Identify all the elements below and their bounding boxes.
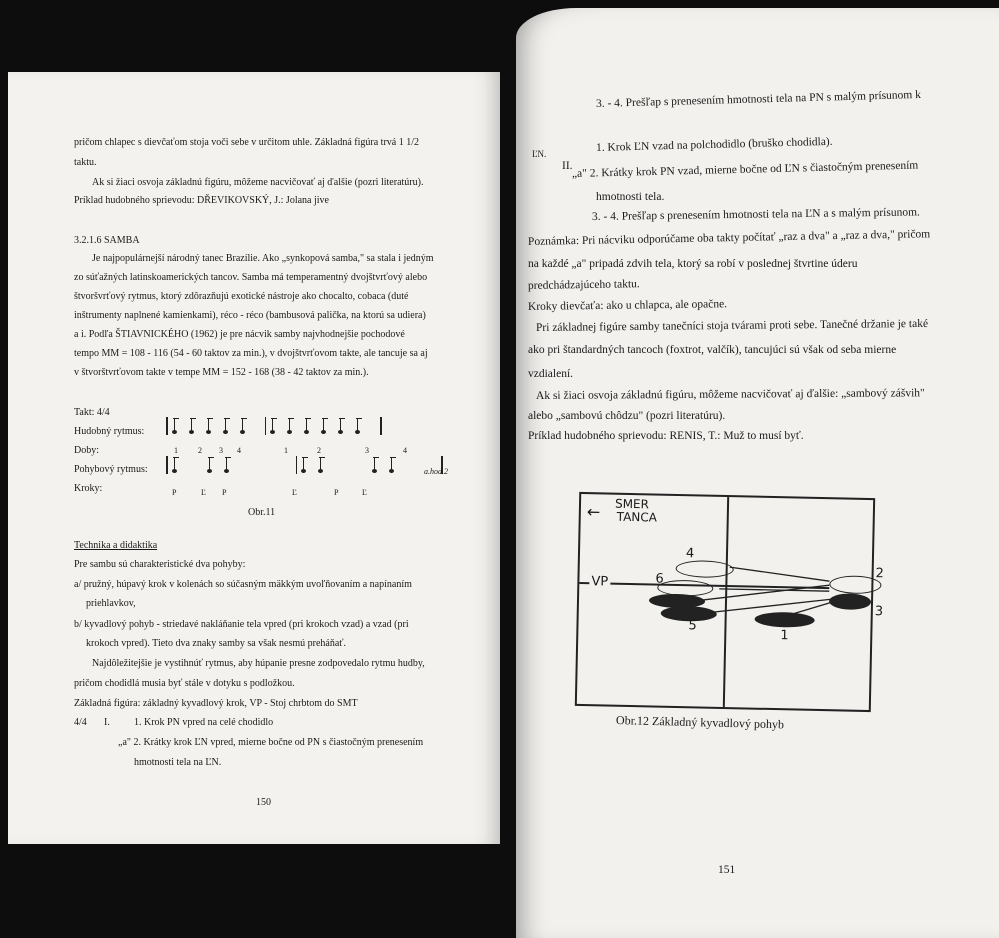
text-line: taktu. xyxy=(74,157,97,168)
doby-8: 4 xyxy=(403,446,407,455)
step-number-2: 2 xyxy=(875,566,885,582)
text-line: 4/4 xyxy=(74,717,87,728)
text-line: krokoch vpred). Tieto dva znaky samby sa však nesmú preháňať. xyxy=(86,638,347,649)
page-number: 151 xyxy=(718,864,736,876)
text-line: tempo MM = 108 - 116 (54 - 60 taktov za min.), v dvojštvrťovom takte, ale tancuje sa aj xyxy=(74,348,428,359)
doby-5: 1 xyxy=(284,446,288,455)
vp-label: VP xyxy=(591,574,609,590)
text-line: Ak si žiaci osvoja základnú figúru, môžeme nacvičovať aj ďalšie: „sambový zášvih" xyxy=(535,387,925,402)
figure-caption-obr12: Obr.12 Základný kyvadlový pohyb xyxy=(615,713,785,732)
text-line: pričom chlapec s dievčaťom stoja voči sebe v určitom uhle. Základná figúra trvá 1 1/2 xyxy=(74,137,419,148)
doby-6: 2 xyxy=(317,446,321,455)
text-line: 3. - 4. Prešľap s prenesením hmotnosti tela na ĽN a s malým prísunom. xyxy=(591,206,920,223)
doby-2: 2 xyxy=(198,446,202,455)
left-page xyxy=(8,72,500,844)
text-line: b/ kyvadlový pohyb - striedavé nakláňanie tela vpred (pri krokoch vzad) a vzad (pri xyxy=(74,619,409,630)
krok-4: Ľ xyxy=(292,488,297,497)
text-line: II. xyxy=(562,160,573,172)
text-line: pričom chodidlá musia byť stále v dotyku s podložkou. xyxy=(74,678,295,689)
direction-label: TANCA xyxy=(616,509,658,525)
doby-4: 4 xyxy=(237,446,241,455)
text-line: 1. Krok PN vpred na celé chodidlo xyxy=(134,717,274,728)
movement-arrows xyxy=(577,494,873,710)
page-number: 150 xyxy=(256,797,271,808)
text-line: „a" 2. Krátky krok PN vzad, mierne bočne od ĽN s čiastočným prenesením xyxy=(571,159,919,180)
end-note: a.hod.2 xyxy=(424,467,448,476)
text-line: „a" 2. Krátky krok ĽN vpred, mierne bočne od PN s čiastočným prenesením xyxy=(118,737,424,748)
doby-7: 3 xyxy=(365,446,369,455)
text-line: Pri základnej figúre samby tanečníci stoja tvárami proti sebe. Tanečné držanie je také xyxy=(535,317,929,334)
krok-6: Ľ xyxy=(362,488,367,497)
text-line: predchádzajúceho taktu. xyxy=(527,278,640,292)
step-number-1: 1 xyxy=(780,628,789,644)
step-number-3: 3 xyxy=(874,604,884,620)
text-line: 3. - 4. Prešľap s prenesením hmotnosti tela na PN s malým prísunom k xyxy=(595,88,922,110)
doby-label: Doby: xyxy=(74,445,99,456)
text-line: priehlavkov, xyxy=(86,598,136,609)
text-line: Poznámka: Pri nácviku odporúčame oba takty počítať „raz a dva" a „raz a dva," pričom xyxy=(527,228,931,248)
text-line: inštrumenty naplnené kamienkami), réco - réco (bambusová palička, na ktorú sa udiera) xyxy=(74,310,426,321)
takt-label: Takt: 4/4 xyxy=(74,407,110,418)
text-line: Príklad hudobného sprievodu: DŘEVIKOVSKÝ, J.: Jolana jive xyxy=(74,195,329,206)
text-line: a i. Podľa ŠTIAVNICKÉHO (1962) je pre nácvik samby najvhodnejšie pochodové xyxy=(74,329,405,340)
hudobny-rytmus-label: Hudobný rytmus: xyxy=(74,426,145,437)
krok-5: P xyxy=(334,488,339,497)
text-line: Základná figúra: základný kyvadlový krok, VP - Stoj chrbtom do SMT xyxy=(74,698,358,709)
text-line: Príklad hudobného sprievodu: RENIS, T.: Muž to musí byť. xyxy=(528,430,804,442)
step-number-5: 5 xyxy=(688,618,697,634)
text-line: Kroky dievčaťa: ako u chlapca, ale opačne. xyxy=(527,298,728,313)
step-number-6: 6 xyxy=(655,571,664,587)
text-line: štvoršvrťový rytmus, ktorý zdôrazňujú exotické nástroje ako chocalto, cobaca (duté xyxy=(74,291,409,302)
text-line: 1. Krok ĽN vzad na polchodidlo (bruško chodidla). xyxy=(595,135,833,154)
text-line: ako pri štandardných tancoch (foxtrot, valčík), tancujúci sú však od seba mierne xyxy=(528,344,897,356)
krok-2: Ľ xyxy=(201,488,206,497)
text-line: Najdôležitejšie je vystihnúť rytmus, aby húpanie presne zodpovedalo rytmu hudby, xyxy=(92,658,425,669)
krok-1: P xyxy=(172,488,177,497)
text-line: Pre sambu sú charakteristické dva pohyby: xyxy=(74,559,246,570)
step-number-4: 4 xyxy=(685,546,695,562)
text-line: alebo „sambovú chôdzu" (pozri literatúru). xyxy=(528,410,726,422)
doby-3: 3 xyxy=(219,446,223,455)
figure-caption-obr11: Obr.11 xyxy=(248,507,276,518)
text-line: v štvorštvrťovom takte v tempe MM = 152 - 168 (38 - 42 taktov za min.). xyxy=(74,367,369,378)
text-line: ĽN. xyxy=(532,149,547,159)
text-line: Ak si žiaci osvoja základnú figúru, môžeme nacvičovať aj ďalšie (pozri literatúru). xyxy=(92,177,424,188)
text-line: na každé „a" pripadá zdvih tela, ktorý sa robí v poslednej štvrtine úderu xyxy=(528,258,858,270)
text-line: Je najpopulárnejší národný tanec Brazílie. Ako „synkopová samba," sa stala i jedným xyxy=(92,253,434,264)
text-line: a/ pružný, húpavý krok v kolenách so súčasným mäkkým uvoľňovaním a napínaním xyxy=(74,579,412,590)
technika-heading: Technika a didaktika xyxy=(74,540,158,551)
right-page xyxy=(516,8,999,938)
text-line: zo súťažných latinskoamerických tancov. Samba má temperamentný dvojštvrťový alebo xyxy=(74,272,428,283)
doby-1: 1 xyxy=(174,446,178,455)
text-line: hmotnosti tela na ĽN. xyxy=(134,757,222,768)
pohybovy-rytmus-label: Pohybový rytmus: xyxy=(74,464,148,475)
music-notes xyxy=(160,417,388,435)
kroky-label: Kroky: xyxy=(74,483,103,494)
direction-arrow-icon: ← xyxy=(586,502,601,522)
movement-notes xyxy=(160,456,449,474)
krok-3: P xyxy=(222,488,227,497)
direction-label: SMER xyxy=(614,496,650,512)
dance-step-diagram xyxy=(575,492,885,712)
text-line: vzdialení. xyxy=(528,368,574,380)
section-heading: 3.2.1.6 SAMBA xyxy=(74,235,140,246)
text-line: hmotnosti tela. xyxy=(596,191,665,203)
text-line: I. xyxy=(104,717,110,728)
